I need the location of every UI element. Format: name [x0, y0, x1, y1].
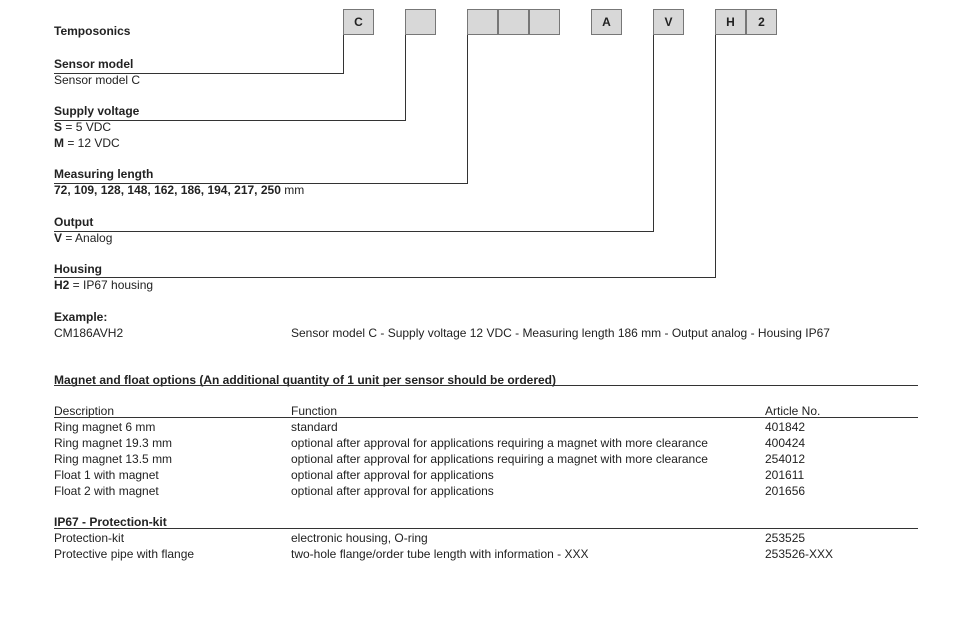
- code-box-supply-voltage: [405, 9, 436, 35]
- row-description: Float 1 with magnet: [54, 468, 159, 482]
- supply-voltage-title: Supply voltage: [54, 104, 140, 118]
- output-title: Output: [54, 215, 94, 229]
- connector-measuring-length-v: [467, 35, 468, 183]
- row-description: Ring magnet 6 mm: [54, 420, 156, 434]
- row-description: Protective pipe with flange: [54, 547, 195, 561]
- code-box-output: V: [653, 9, 684, 35]
- table-row: [54, 531, 918, 546]
- row-description: Protection-kit: [54, 531, 125, 545]
- connector-output-v: [653, 35, 654, 231]
- brand-title: Temposonics: [54, 24, 131, 38]
- code-box-length-2: [498, 9, 529, 35]
- row-function: two-hole flange/order tube length with information - XXX: [291, 547, 589, 561]
- example-code: CM186AVH2: [54, 326, 124, 340]
- row-article-no: 201656: [765, 484, 806, 498]
- supply-voltage-text-1: = 5 VDC: [62, 120, 112, 134]
- housing-code: H2: [54, 278, 70, 292]
- connector-output-h: [54, 231, 654, 232]
- magnet-heading-rule: [54, 385, 918, 386]
- code-box-length-1: [467, 9, 498, 35]
- row-function: electronic housing, O-ring: [291, 531, 428, 545]
- sensor-model-value: Sensor model C: [54, 73, 141, 87]
- table-row: [54, 420, 918, 435]
- row-description: Ring magnet 13.5 mm: [54, 452, 173, 466]
- code-box-length-3: [529, 9, 560, 35]
- measuring-length-unit: mm: [280, 183, 305, 197]
- output-text: = Analog: [62, 231, 113, 245]
- example-description: Sensor model C - Supply voltage 12 VDC - Measuring length 186 mm - Output analog - Housing IP67: [291, 326, 830, 340]
- row-function: optional after approval for applications requiring a magnet with more clearance: [291, 452, 708, 466]
- connector-housing-h: [54, 277, 716, 278]
- row-article-no: 400424: [765, 436, 806, 450]
- header-article-no: Article No.: [765, 404, 821, 418]
- housing-text: = IP67 housing: [69, 278, 154, 292]
- row-article-no: 201611: [765, 468, 805, 482]
- row-article-no: 401842: [765, 420, 806, 434]
- row-description: Ring magnet 19.3 mm: [54, 436, 173, 450]
- housing-option: [54, 278, 153, 293]
- measuring-length-values: [54, 183, 304, 198]
- header-description: Description: [54, 404, 115, 418]
- code-box-sensor-model: C: [343, 9, 374, 35]
- magnet-table-heading: Magnet and float options (An additional quantity of 1 unit per sensor should be ordered): [54, 373, 557, 387]
- supply-voltage-option-2: [54, 136, 120, 151]
- table-row: [54, 484, 918, 499]
- supply-voltage-code-1: S: [54, 120, 63, 134]
- row-description: Float 2 with magnet: [54, 484, 159, 498]
- supply-voltage-option-1: [54, 120, 111, 135]
- measuring-length-list: 72, 109, 128, 148, 162, 186, 194, 217, 250: [54, 183, 281, 197]
- protection-heading-rule: [54, 528, 918, 529]
- output-option: [54, 231, 112, 246]
- example-label: Example:: [54, 310, 108, 324]
- connector-housing-v: [715, 35, 716, 277]
- table-row: [54, 547, 918, 562]
- code-box-housing-1: H: [715, 9, 746, 35]
- table-row: [54, 468, 918, 483]
- code-box-housing-2: 2: [746, 9, 777, 35]
- table-row: [54, 452, 918, 467]
- row-function: optional after approval for applications: [291, 468, 494, 482]
- table-row: [54, 436, 918, 451]
- supply-voltage-text-2: = 12 VDC: [64, 136, 120, 150]
- row-article-no: 253526-XXX: [765, 547, 834, 561]
- row-function: standard: [291, 420, 338, 434]
- sensor-model-title: Sensor model: [54, 57, 134, 71]
- row-function: optional after approval for applications: [291, 484, 494, 498]
- supply-voltage-code-2: M: [54, 136, 64, 150]
- code-box-a: A: [591, 9, 622, 35]
- magnet-header-rule: [54, 417, 918, 418]
- output-code: V: [54, 231, 63, 245]
- row-function: optional after approval for applications requiring a magnet with more clearance: [291, 436, 708, 450]
- connector-supply-voltage-v: [405, 35, 406, 120]
- measuring-length-title: Measuring length: [54, 167, 154, 181]
- row-article-no: 253525: [765, 531, 806, 545]
- housing-title: Housing: [54, 262, 102, 276]
- header-function: Function: [291, 404, 338, 418]
- row-article-no: 254012: [765, 452, 806, 466]
- connector-sensor-model-v: [343, 35, 344, 73]
- protection-table-heading: IP67 - Protection-kit: [54, 515, 167, 529]
